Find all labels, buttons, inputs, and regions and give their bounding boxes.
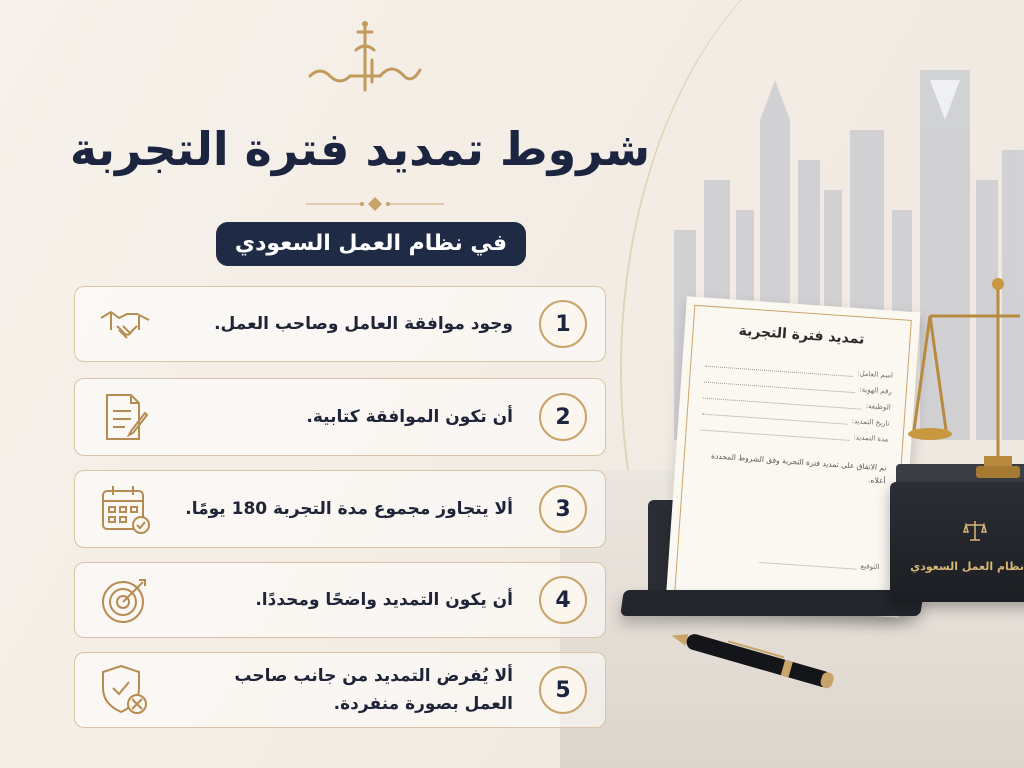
condition-number: 4 bbox=[539, 576, 587, 624]
justice-scale-image bbox=[900, 270, 1024, 500]
document-field: الوظيفة: bbox=[703, 383, 892, 412]
condition-text: وجود موافقة العامل وصاحب العمل. bbox=[214, 314, 513, 334]
document-field: رقم الهوية: bbox=[704, 367, 893, 396]
calendar-icon bbox=[97, 481, 153, 537]
extension-document bbox=[666, 296, 921, 618]
condition-text: ألا يتجاوز مجموع مدة التجربة 180 يومًا. bbox=[185, 499, 513, 519]
document-field: مدة التمديد: bbox=[701, 415, 890, 444]
subtitle-badge: في نظام العمل السعودي bbox=[216, 222, 526, 266]
scales-emblem-icon bbox=[962, 518, 988, 544]
law-book bbox=[890, 482, 1024, 602]
document-stand-base bbox=[620, 590, 924, 616]
condition-number: 1 bbox=[539, 300, 587, 348]
condition-text: أن يكون التمديد واضحًا ومحددًا. bbox=[255, 590, 513, 610]
condition-card-3 bbox=[74, 470, 606, 548]
handshake-icon bbox=[97, 296, 153, 352]
condition-text: ألا يُفرض التمديد من جانب صاحب العمل بصورة منفردة. bbox=[234, 666, 513, 714]
document-field: اسم العامل: bbox=[705, 351, 894, 380]
document-title: تمديد فترة التجربة bbox=[738, 322, 865, 348]
condition-card-2 bbox=[74, 378, 606, 456]
condition-card-5 bbox=[74, 652, 606, 728]
ornament-divider bbox=[300, 196, 450, 212]
target-icon bbox=[97, 572, 153, 628]
fountain-pen-image bbox=[664, 626, 864, 696]
condition-number: 2 bbox=[539, 393, 587, 441]
document-pen-icon bbox=[97, 389, 153, 445]
document-note: تم الاتفاق على تمديد فترة التجربة وفق الشروط المحددة أعلاه. bbox=[710, 451, 887, 486]
document-signature: التوقيع bbox=[760, 555, 880, 571]
document-field: تاريخ التمديد: bbox=[702, 399, 891, 428]
book-title: نظام العمل السعودي bbox=[910, 560, 1024, 573]
condition-card-4 bbox=[74, 562, 606, 638]
shield-x-icon bbox=[97, 662, 153, 718]
condition-text: أن تكون الموافقة كتابية. bbox=[306, 407, 513, 427]
condition-number: 3 bbox=[539, 485, 587, 533]
condition-card-1 bbox=[74, 286, 606, 362]
condition-number: 5 bbox=[539, 666, 587, 714]
page-title: شروط تمديد فترة التجربة bbox=[69, 122, 651, 176]
brand-logo bbox=[300, 20, 430, 100]
